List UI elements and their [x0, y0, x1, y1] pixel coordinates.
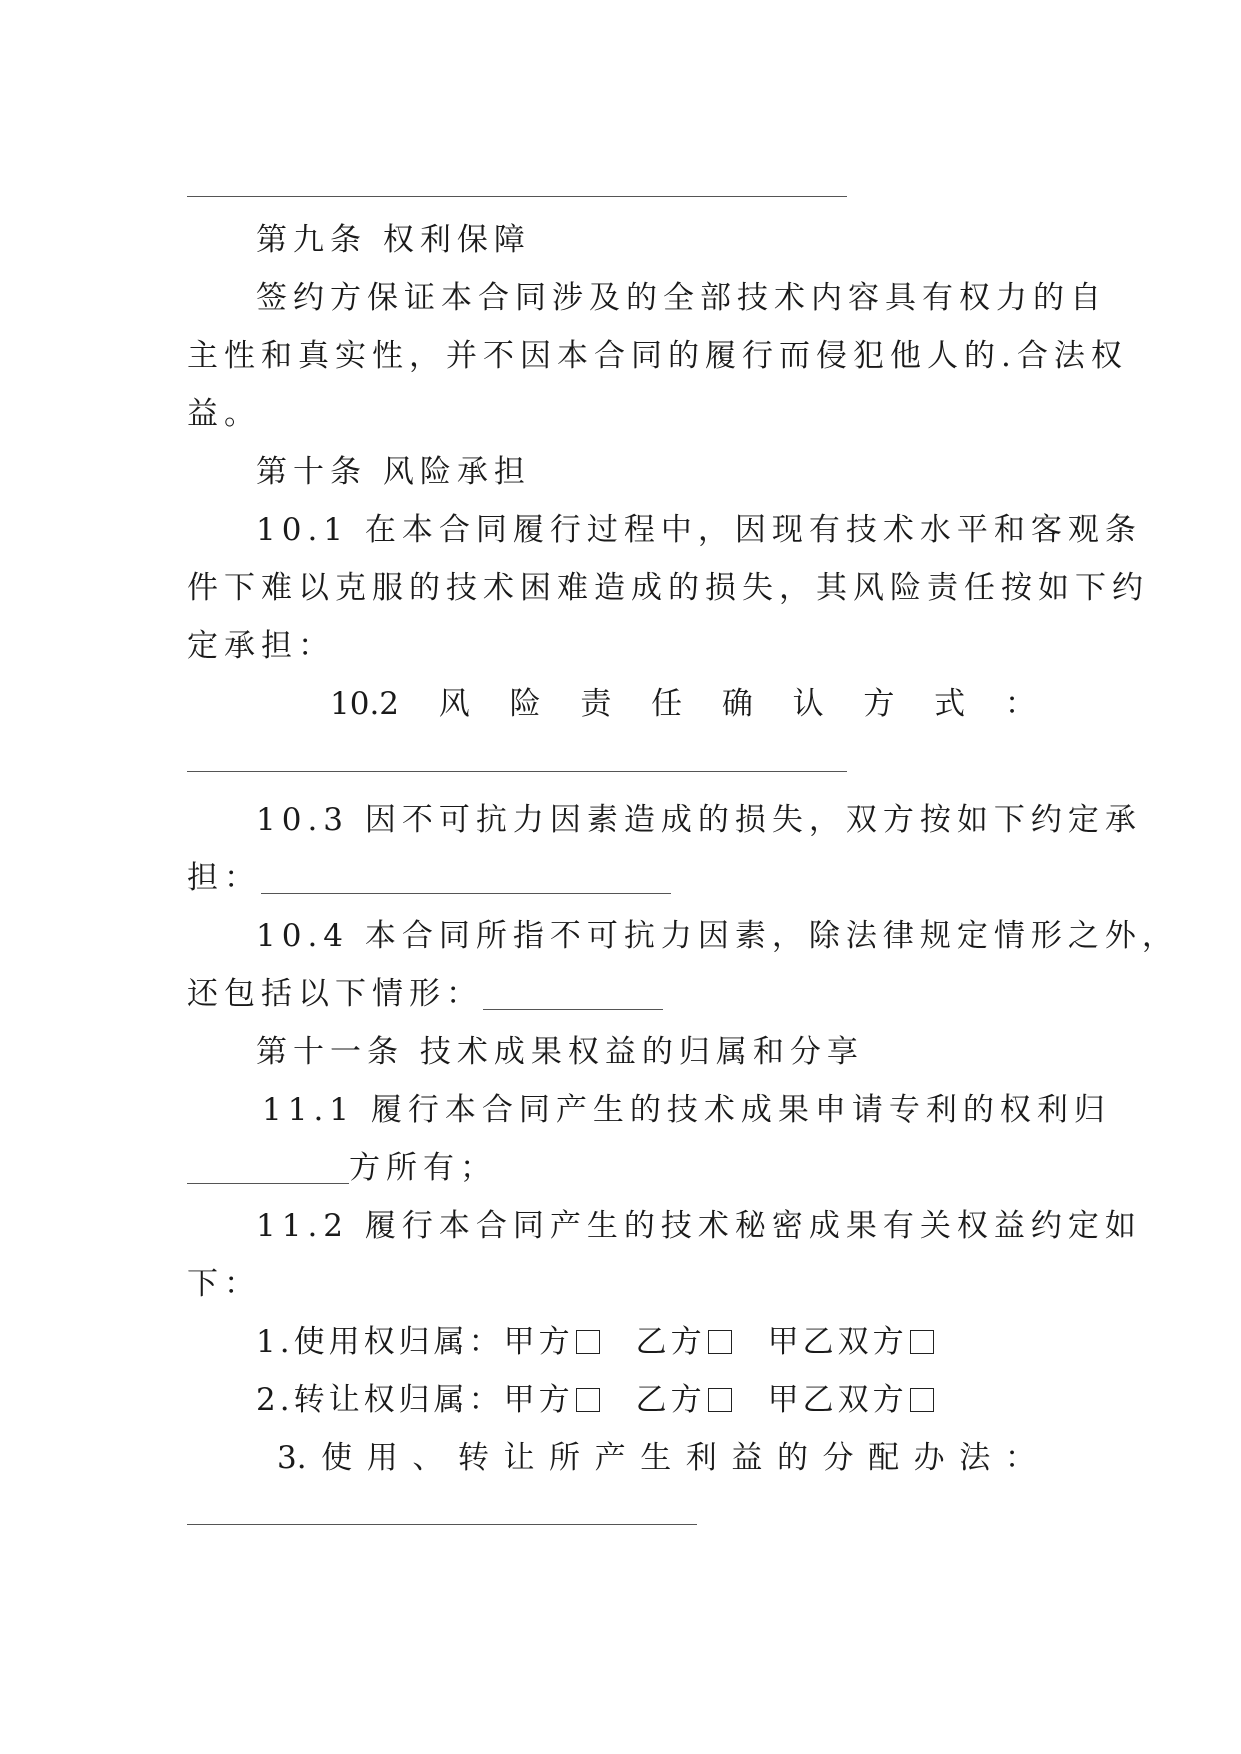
label: 担： — [187, 860, 261, 896]
char: 配 — [868, 1440, 900, 1476]
char: 生 — [640, 1440, 672, 1476]
article-9-title: 第九条 权利保障 — [256, 222, 531, 258]
char: 认 — [792, 686, 824, 722]
label: 方所有； — [349, 1150, 497, 1186]
char: 责 — [580, 686, 612, 722]
char: 方 — [863, 686, 895, 722]
clause-10-4-line: 10.4 本合同所指不可抗力因素，除法律规定情形之外， — [256, 918, 1179, 954]
char: 益 — [731, 1440, 763, 1476]
char: 用 — [366, 1440, 398, 1476]
checkbox[interactable] — [708, 1388, 732, 1412]
article-10-title: 第十条 风险承担 — [256, 454, 531, 490]
clause-10-1-line: 10.1 在本合同履行过程中，因现有技术水平和客观条 — [256, 512, 1142, 548]
char: 、 — [412, 1440, 444, 1476]
article-11-title: 第十一条 技术成果权益的归属和分享 — [256, 1034, 864, 1070]
blank-field[interactable] — [261, 863, 671, 894]
char: 法 — [959, 1440, 991, 1476]
clause-10-3-line: 10.3 因不可抗力因素造成的损失，双方按如下约定承 — [256, 802, 1142, 838]
char: 分 — [822, 1440, 854, 1476]
option-label: 乙方 — [635, 1324, 706, 1360]
clause-11-2-line: 下： — [187, 1266, 261, 1302]
char: 险 — [509, 686, 541, 722]
char: 转 — [457, 1440, 489, 1476]
checkbox[interactable] — [708, 1330, 732, 1354]
blank-line[interactable] — [187, 1524, 697, 1525]
char: 办 — [913, 1440, 945, 1476]
option-label: 甲方 — [503, 1382, 574, 1418]
clause-11-1-line — [187, 1148, 497, 1188]
transfer-right-label: 2.转让权归属： — [256, 1382, 504, 1418]
char: 的 — [776, 1440, 808, 1476]
checkbox[interactable] — [576, 1330, 600, 1354]
option-label: 乙方 — [635, 1382, 706, 1418]
clause-11-2-line: 11.2 履行本合同产生的技术秘密成果有关权益约定如 — [256, 1208, 1142, 1244]
clause-10-2-line — [330, 684, 1036, 724]
blank-field[interactable] — [483, 979, 663, 1010]
clause-10-1-line: 定承担： — [187, 628, 335, 664]
char: 风 — [438, 686, 470, 722]
checkbox[interactable] — [910, 1388, 934, 1412]
char: ： — [1004, 686, 1036, 722]
checkbox[interactable] — [910, 1330, 934, 1354]
use-right-row — [256, 1322, 934, 1362]
clause-10-1-line: 件下难以克服的技术困难造成的损失，其风险责任按如下约 — [187, 570, 1149, 606]
char: 使 — [321, 1440, 353, 1476]
clause-10-4-line — [187, 974, 663, 1014]
char: ： — [1004, 1440, 1036, 1476]
blank-field[interactable] — [187, 1153, 349, 1184]
clause-10-3-line — [187, 858, 671, 898]
char: 确 — [721, 686, 753, 722]
article-9-body-line: 签约方保证本合同涉及的全部技术内容具有权力的自 — [256, 280, 1107, 316]
clause-11-1-line: 11.1 履行本合同产生的技术成果申请专利的权利归 — [262, 1092, 1111, 1128]
item-number: 3. — [277, 1440, 307, 1476]
option-label: 甲乙双方 — [767, 1382, 908, 1418]
blank-line[interactable] — [187, 771, 847, 772]
label: 还包括以下情形： — [187, 976, 483, 1012]
option-label: 甲方 — [503, 1324, 574, 1360]
char: 所 — [549, 1440, 581, 1476]
clause-number: 10.2 — [330, 686, 400, 722]
char: 任 — [651, 686, 683, 722]
checkbox[interactable] — [576, 1388, 600, 1412]
char: 让 — [503, 1440, 535, 1476]
char: 产 — [594, 1440, 626, 1476]
blank-line[interactable] — [187, 196, 847, 197]
clause-11-2-3-line — [277, 1438, 1036, 1478]
transfer-right-row — [256, 1380, 934, 1420]
article-9-body-line: 主性和真实性，并不因本合同的履行而侵犯他人的.合法权 — [187, 338, 1128, 374]
char: 利 — [685, 1440, 717, 1476]
use-right-label: 1.使用权归属： — [256, 1324, 504, 1360]
option-label: 甲乙双方 — [767, 1324, 908, 1360]
char: 式 — [934, 686, 966, 722]
article-9-body-line: 益。 — [187, 396, 261, 432]
